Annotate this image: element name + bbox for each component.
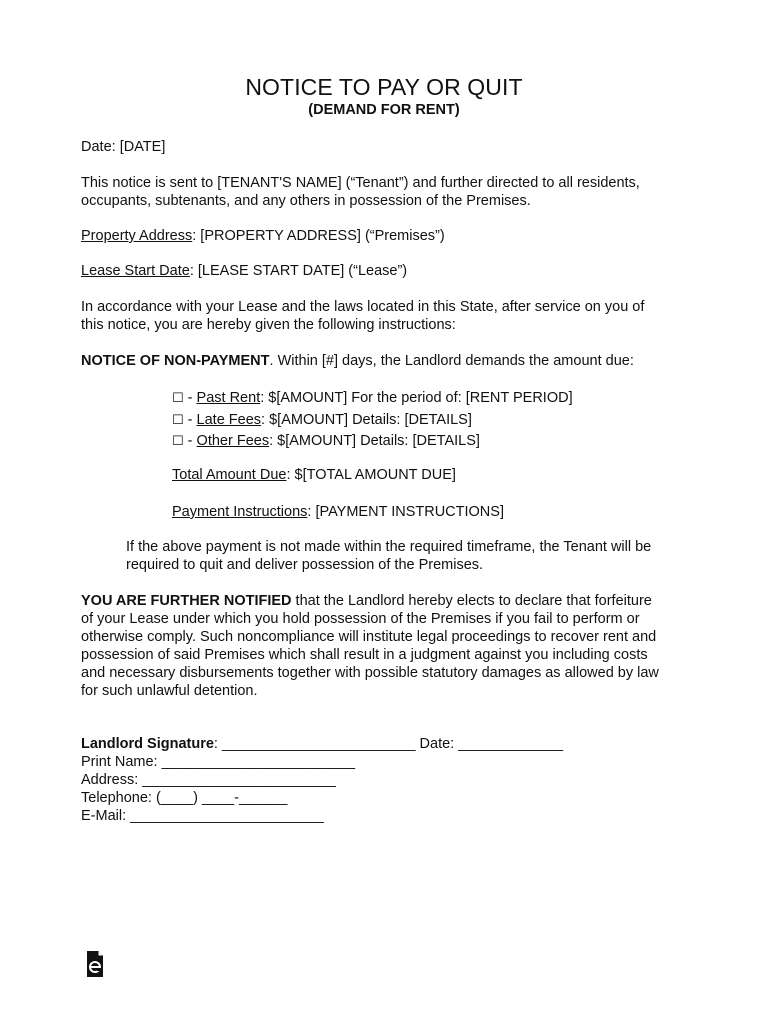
item-dash: - bbox=[183, 411, 197, 428]
date-label: Date: bbox=[81, 139, 116, 155]
landlord-signature-line[interactable] bbox=[81, 735, 691, 753]
print-name-field[interactable]: Print Name: ________________________ bbox=[81, 754, 356, 770]
late-fees-label: Late Fees bbox=[196, 411, 262, 428]
checkbox-late-fees[interactable]: ☐ bbox=[172, 412, 184, 428]
accordance-line-1: In accordance with your Lease and the laws located in this State, after service on you of bbox=[81, 299, 645, 315]
intro-line-2: occupants, subtenants, and any others in possession of the Premises. bbox=[81, 193, 531, 209]
past-rent-label: Past Rent bbox=[196, 390, 261, 406]
total-amount-value: : $[TOTAL AMOUNT DUE] bbox=[286, 467, 456, 483]
lease-start-value: : [LEASE START DATE] (“Lease”) bbox=[189, 263, 408, 279]
list-item bbox=[172, 431, 692, 453]
item-dash: - bbox=[183, 390, 197, 406]
telephone-field[interactable]: Telephone: (____) ____-______ bbox=[81, 790, 288, 806]
list-item bbox=[172, 410, 692, 432]
property-address-value: : [PROPERTY ADDRESS] (“Premises”) bbox=[192, 228, 445, 244]
further-line-5: and necessary disbursements together with possible statutory damages as allowed by law bbox=[81, 665, 659, 681]
item-dash: - bbox=[183, 433, 197, 449]
address-field[interactable]: Address: ________________________ bbox=[81, 772, 336, 788]
late-fees-text: : $[AMOUNT] Details: [DETAILS] bbox=[261, 411, 472, 428]
intro-paragraph bbox=[81, 174, 691, 210]
total-amount-label: Total Amount Due bbox=[172, 467, 287, 483]
property-address-label: Property Address bbox=[81, 228, 193, 244]
other-fees-text: : $[AMOUNT] Details: [DETAILS] bbox=[269, 433, 480, 449]
date-value: [DATE] bbox=[119, 139, 166, 155]
payment-instructions-label: Payment Instructions bbox=[172, 504, 308, 520]
further-notified-label: YOU ARE FURTHER NOTIFIED bbox=[81, 593, 292, 609]
landlord-signature-blank: : ________________________ Date: _____________ bbox=[213, 736, 564, 752]
past-rent-text: : $[AMOUNT] For the period of: [RENT PERIOD] bbox=[260, 390, 573, 406]
payment-instructions-value: : [PAYMENT INSTRUCTIONS] bbox=[307, 504, 504, 520]
property-address-line bbox=[81, 227, 691, 245]
accordance-paragraph bbox=[81, 298, 691, 334]
further-line-2: of your Lease under which you hold possession of the Premises if you fail to perform or bbox=[81, 611, 640, 627]
landlord-signature-label: Landlord Signature bbox=[81, 736, 214, 752]
failure-line-2: required to quit and deliver possession of the Premises. bbox=[126, 557, 484, 573]
amounts-list bbox=[172, 388, 692, 453]
signature-block bbox=[81, 735, 691, 825]
nonpayment-line bbox=[81, 352, 691, 370]
lease-start-line bbox=[81, 262, 691, 280]
further-line-1: that the Landlord hereby elects to declare that forfeiture bbox=[291, 593, 652, 609]
intro-line-1: This notice is sent to [TENANT'S NAME] (“Tenant”) and further directed to all residents, bbox=[81, 175, 640, 191]
further-line-4: possession of said Premises which shall result in a judgment against you including costs bbox=[81, 647, 648, 663]
further-notified-paragraph bbox=[81, 592, 691, 700]
further-line-3: otherwise comply. Such noncompliance will institute legal proceedings to recover rent and bbox=[81, 629, 657, 645]
accordance-line-2: this notice, you are hereby given the following instructions: bbox=[81, 317, 456, 333]
nonpayment-text: . Within [#] days, the Landlord demands the amount due: bbox=[269, 353, 634, 369]
checkbox-past-rent[interactable]: ☐ bbox=[172, 391, 184, 406]
lease-start-label: Lease Start Date bbox=[81, 263, 190, 279]
total-amount-line bbox=[172, 466, 692, 484]
other-fees-label: Other Fees bbox=[196, 433, 270, 449]
failure-paragraph bbox=[126, 538, 691, 574]
document-title: NOTICE TO PAY OR QUIT bbox=[245, 74, 523, 100]
email-field[interactable]: E-Mail: ________________________ bbox=[81, 808, 324, 824]
list-item bbox=[172, 388, 692, 410]
eforms-logo-icon bbox=[86, 950, 104, 978]
failure-line-1: If the above payment is not made within the required timeframe, the Tenant will be bbox=[126, 539, 652, 555]
payment-instructions-line bbox=[172, 503, 692, 521]
checkbox-other-fees[interactable]: ☐ bbox=[172, 434, 184, 449]
date-line bbox=[81, 138, 691, 156]
document-subtitle: (DEMAND FOR RENT) bbox=[308, 102, 460, 118]
further-line-6: for such unlawful detention. bbox=[81, 683, 258, 699]
nonpayment-label: NOTICE OF NON-PAYMENT bbox=[81, 353, 270, 369]
